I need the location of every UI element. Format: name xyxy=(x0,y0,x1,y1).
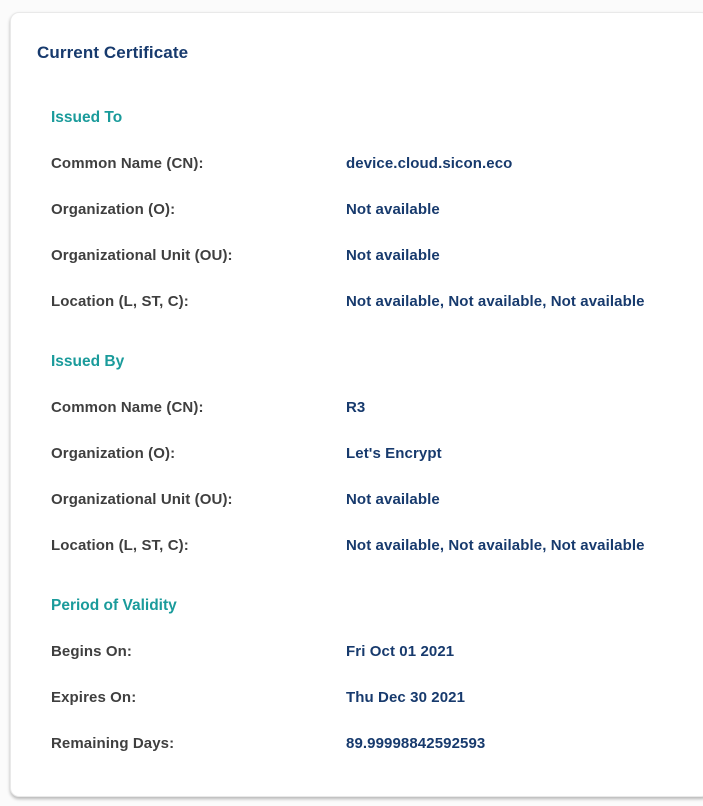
field-label: Organizational Unit (OU): xyxy=(51,247,233,264)
cert-field-row xyxy=(51,445,673,463)
field-label: Location (L, ST, C): xyxy=(51,537,189,554)
field-value: device.cloud.sicon.eco xyxy=(346,155,513,172)
field-value: Let's Encrypt xyxy=(346,445,442,462)
section-rows xyxy=(51,399,673,555)
section-rows xyxy=(51,643,673,753)
field-value: Not available xyxy=(346,491,440,508)
section-heading: Issued To xyxy=(51,109,123,126)
certificate-section xyxy=(51,353,673,555)
field-label: Organization (O): xyxy=(51,445,176,462)
field-label: Begins On: xyxy=(51,643,133,660)
cert-field-row xyxy=(51,491,673,509)
field-label: Organization (O): xyxy=(51,201,176,218)
card-title: Current Certificate xyxy=(37,43,189,62)
field-value: Not available xyxy=(346,201,440,218)
cert-field-row xyxy=(51,155,673,173)
cert-field-row xyxy=(51,689,673,707)
field-label: Remaining Days: xyxy=(51,735,175,752)
field-label: Common Name (CN): xyxy=(51,155,204,172)
field-value: Not available, Not available, Not available xyxy=(346,293,645,310)
current-certificate-card xyxy=(10,12,703,797)
cert-field-row xyxy=(51,293,673,311)
section-heading: Issued By xyxy=(51,353,125,370)
field-label: Common Name (CN): xyxy=(51,399,204,416)
field-value: R3 xyxy=(346,399,366,416)
certificate-section xyxy=(51,109,673,311)
field-label: Location (L, ST, C): xyxy=(51,293,189,310)
cert-field-row xyxy=(51,735,673,753)
certificate-section xyxy=(51,597,673,753)
field-value: 89.99998842592593 xyxy=(346,735,486,752)
cert-field-row xyxy=(51,247,673,265)
cert-field-row xyxy=(51,399,673,417)
field-value: Thu Dec 30 2021 xyxy=(346,689,466,706)
field-value: Not available xyxy=(346,247,440,264)
cert-field-row xyxy=(51,537,673,555)
field-value: Fri Oct 01 2021 xyxy=(346,643,455,660)
field-value: Not available, Not available, Not available xyxy=(346,537,645,554)
field-label: Organizational Unit (OU): xyxy=(51,491,233,508)
cert-field-row xyxy=(51,201,673,219)
cert-field-row xyxy=(51,643,673,661)
section-heading: Period of Validity xyxy=(51,597,177,614)
section-rows xyxy=(51,155,673,311)
sections-container xyxy=(51,109,673,753)
field-label: Expires On: xyxy=(51,689,137,706)
